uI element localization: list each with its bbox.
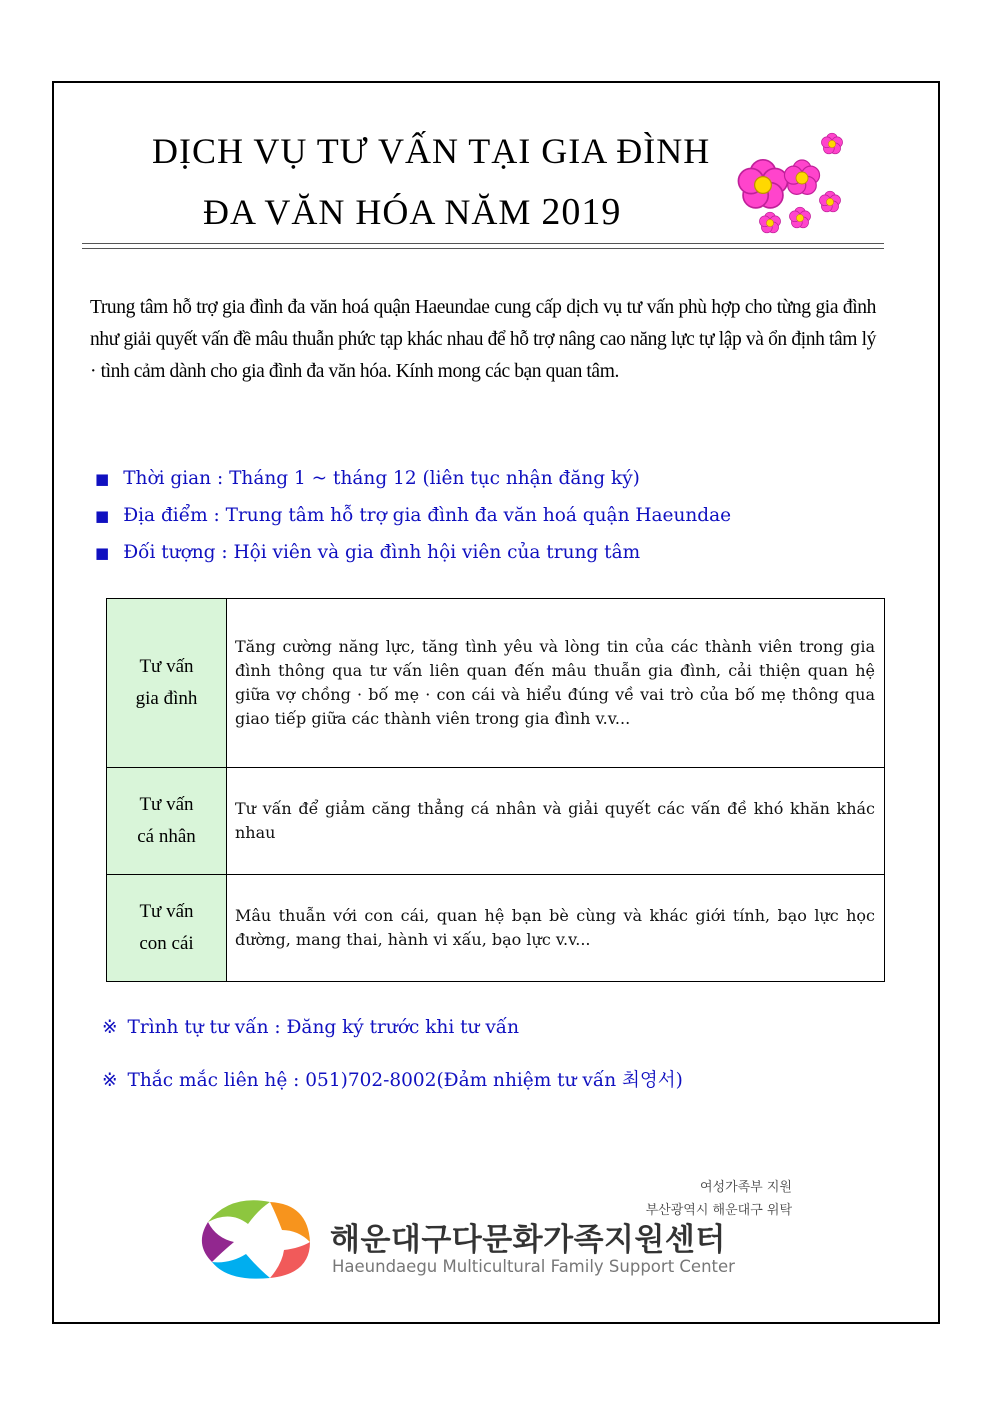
info-time-text: Thời gian : Tháng 1 ~ tháng 12 (liên tục nhận đăng ký) <box>123 468 640 489</box>
service-label-line2: cá nhân <box>137 826 196 847</box>
reference-mark-icon: ※ <box>102 1070 118 1091</box>
center-logo-icon <box>190 1192 320 1282</box>
title-rule-bottom <box>82 248 884 249</box>
service-label-line1: Tư vấn <box>139 656 194 677</box>
service-label <box>107 599 227 768</box>
title-rule-top <box>82 243 884 244</box>
reference-mark-icon: ※ <box>102 1017 118 1038</box>
bullet-square-icon: ■ <box>95 507 110 525</box>
note-contact <box>102 1066 683 1092</box>
center-english-name: Haeundaegu Multicultural Family Support Center <box>332 1257 735 1276</box>
info-target-text: Đối tượng : Hội viên và gia đình hội viên của trung tâm <box>123 542 641 563</box>
title-line-2-text: ĐA VĂN HÓA NĂM <box>203 192 532 232</box>
bullet-square-icon: ■ <box>95 544 110 562</box>
intro-paragraph: Trung tâm hỗ trợ gia đình đa văn hoá quận Haeundae cung cấp dịch vụ tư vấn phù hợp cho từng gia đình như giải quyết vấn đề mâu thuẫn phức tạp khác nhau để hỗ trợ nâng cao năng lực tự lập và ổn định tâm lý · tình cảm dành cho gia đình đa văn hóa. Kính mong các bạn quan tâm. <box>90 297 876 382</box>
title-line-1: DỊCH VỤ TƯ VẤN TẠI GIA ĐÌNH <box>152 131 711 171</box>
flowers-decoration-icon <box>730 128 850 238</box>
sponsor-line-1: 여성가족부 지원 <box>699 1180 792 1195</box>
table-row <box>107 875 885 982</box>
center-korean-name: 해운대구다문화가족지원센터 <box>330 1222 726 1258</box>
note-procedure-text: Trình tự tư vấn : Đăng ký trước khi tư vấn <box>127 1017 520 1038</box>
info-time <box>95 468 640 489</box>
title-line-2 <box>203 190 621 234</box>
note-contact-text: Thắc mắc liên hệ : 051)702-8002(Đảm nhiệm tư vấn 최영서) <box>127 1070 683 1091</box>
service-description: Tư vấn để giảm căng thẳng cá nhân và giải quyết các vấn đề khó khăn khác nhau <box>227 768 885 875</box>
service-label-line2: con cái <box>139 933 194 954</box>
service-label-line1: Tư vấn <box>139 901 194 922</box>
service-description: Mâu thuẫn với con cái, quan hệ bạn bè cùng và khác giới tính, bạo lực học đường, mang thai, hành vi xấu, bạo lực v.v... <box>227 875 885 982</box>
service-label-line2: gia đình <box>135 688 198 709</box>
service-description: Tăng cường năng lực, tăng tình yêu và lòng tin của các thành viên trong gia đình thông qua tư vấn liên quan đến mâu thuẫn gia đình, cải thiện quan hệ giữa vợ chồng · bố mẹ · con cái và hiểu đúng về vai trò của bố mẹ thông qua giao tiếp giữa các thành viên trong gia đình v.v... <box>227 599 885 768</box>
service-label-line1: Tư vấn <box>139 794 194 815</box>
services-table <box>106 598 885 982</box>
service-label <box>107 768 227 875</box>
table-row <box>107 599 885 768</box>
info-target <box>95 542 640 563</box>
service-label <box>107 875 227 982</box>
table-row <box>107 768 885 875</box>
title-year: 2019 <box>541 191 622 233</box>
note-procedure <box>102 1017 519 1038</box>
info-location <box>95 505 731 526</box>
info-location-text: Địa điểm : Trung tâm hỗ trợ gia đình đa văn hoá quận Haeundae <box>123 505 732 526</box>
bullet-square-icon: ■ <box>95 470 110 488</box>
sponsor-line-2: 부산광역시 해운대구 위탁 <box>645 1203 792 1218</box>
